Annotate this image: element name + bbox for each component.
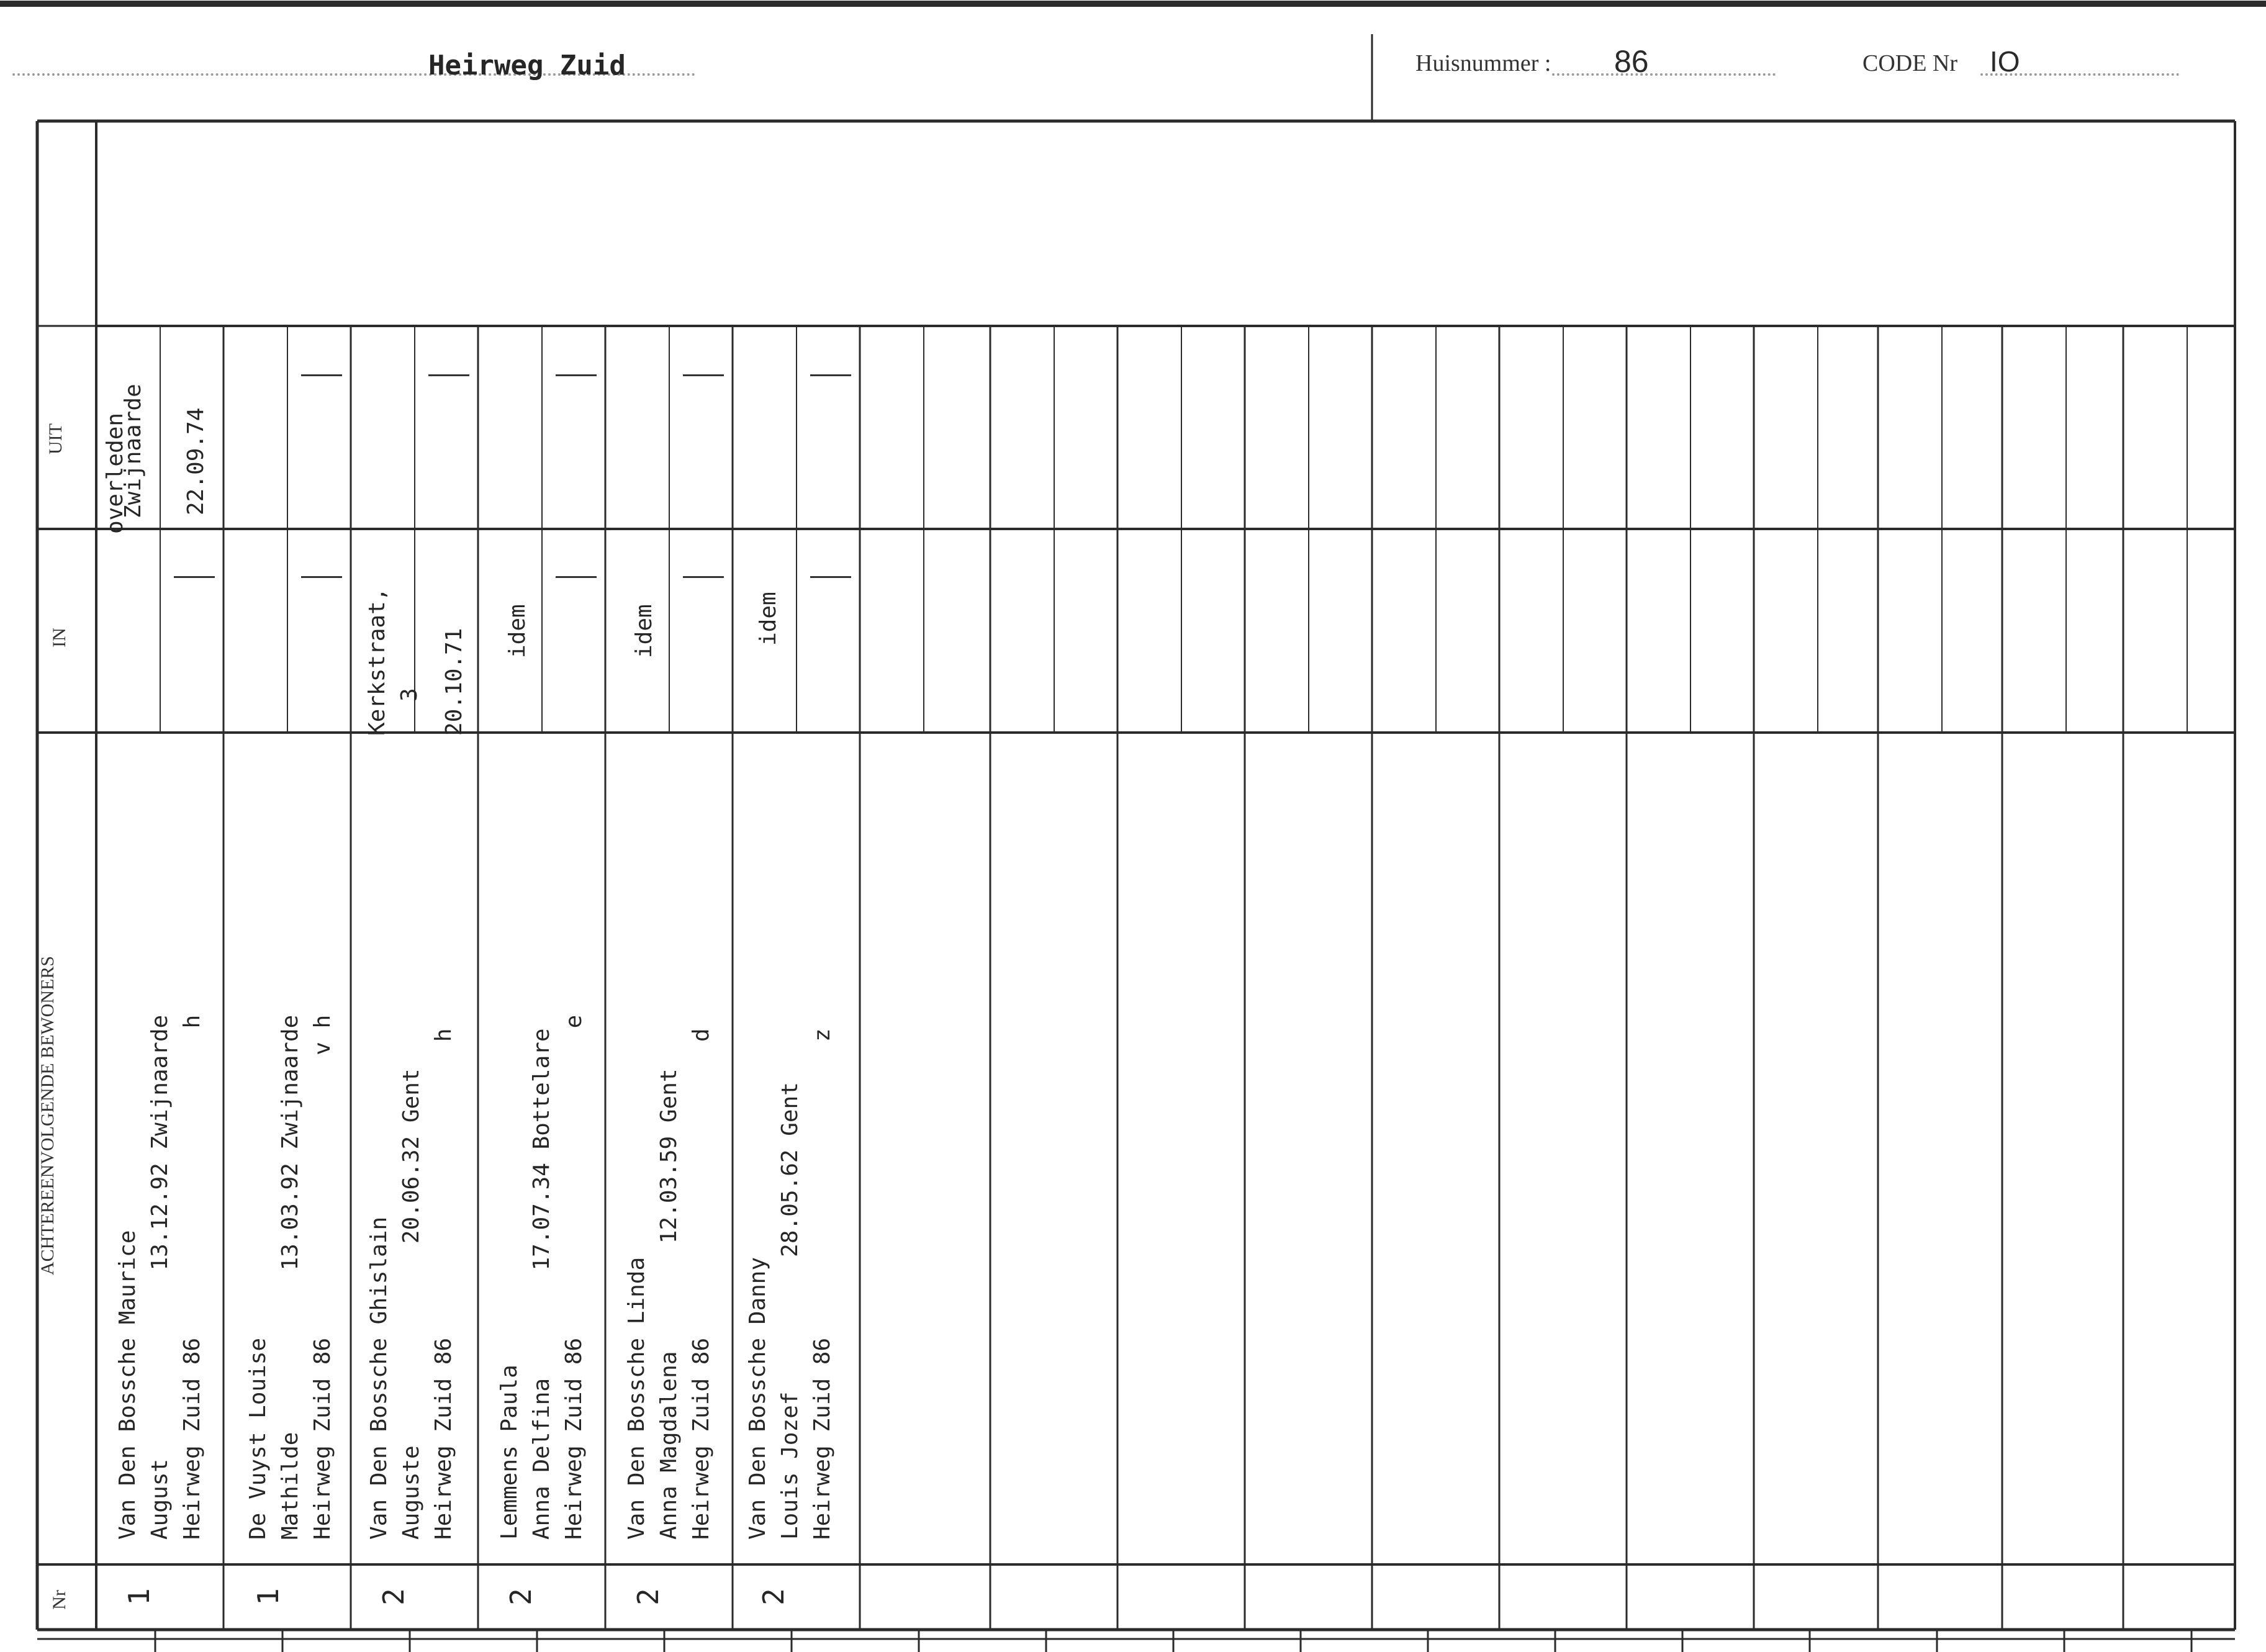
section-label-uit: UIT xyxy=(45,423,66,454)
section-label-nr: Nr xyxy=(48,1590,70,1610)
resident-3-in-date-wrap xyxy=(438,628,471,736)
resident-3-in-place-1: Kerkstraat, xyxy=(364,587,390,736)
resident-1-address: Heirweg Zuid 86 h xyxy=(179,1014,205,1540)
resident-4-entry xyxy=(494,1015,590,1540)
resident-4-nr: 2 xyxy=(503,1588,538,1605)
resident-2-entry xyxy=(242,1015,339,1540)
resident-3-entry xyxy=(363,1028,460,1540)
resident-3-in-place-2-wrap xyxy=(394,688,426,702)
resident-1-nr: 1 xyxy=(122,1588,156,1605)
resident-1-out-date: 22.09.74 xyxy=(183,407,209,515)
resident-5-in-place-1: idem xyxy=(631,604,657,658)
resident-5-in-place xyxy=(628,604,661,658)
resident-1-entry xyxy=(112,1015,209,1540)
resident-2-nr: 1 xyxy=(251,1588,285,1605)
resident-5-name: Van Den Bossche Linda xyxy=(624,1257,649,1540)
code-value: IO xyxy=(1990,45,2020,78)
resident-2-birth: Mathilde 13.03.92 Zwijnaarde xyxy=(278,1014,303,1540)
house-number-label: Huisnummer : xyxy=(1415,50,1551,76)
resident-4-name: Lemmens Paula xyxy=(497,1365,522,1540)
house-number-value: 86 xyxy=(1614,44,1649,79)
section-label-bewoners: ACHTEREENVOLGENDE BEWONERS xyxy=(37,955,58,1276)
section-label-in: IN xyxy=(48,628,70,648)
resident-4-address: Heirweg Zuid 86 e xyxy=(561,1014,587,1540)
resident-1-in-dash xyxy=(174,576,215,578)
resident-6-address: Heirweg Zuid 86 z xyxy=(810,1028,835,1540)
resident-5-nr: 2 xyxy=(631,1588,665,1605)
resident-1-name: Van Den Bossche Maurice xyxy=(115,1230,140,1540)
resident-4-birth: Anna Delfina 17.07.34 Bottelare xyxy=(529,1028,554,1540)
resident-6-birth: Louis Jozef 28.05.62 Gent xyxy=(777,1082,803,1540)
resident-4-in-place xyxy=(502,604,534,658)
code-label: CODE Nr xyxy=(1862,50,1958,76)
resident-1-out-place-1: overleden xyxy=(102,412,128,534)
resident-5-in-dash xyxy=(683,576,724,578)
resident-6-name: Van Den Bossche Danny xyxy=(745,1257,770,1540)
resident-2-address: Heirweg Zuid 86 v h xyxy=(310,1014,335,1540)
resident-3-name: Van Den Bossche Ghislain xyxy=(366,1216,392,1540)
resident-3-nr: 2 xyxy=(376,1588,410,1605)
resident-3-in-place xyxy=(361,588,394,736)
resident-1-out-place-2: Zwijnaarde xyxy=(120,384,146,518)
resident-5-out-dash xyxy=(683,374,724,376)
resident-5-birth: Anna Magdalena 12.03.59 Gent xyxy=(656,1068,682,1540)
street-name: Heirweg Zuid xyxy=(428,50,626,81)
resident-5-address: Heirweg Zuid 86 d xyxy=(688,1028,714,1540)
resident-6-nr: 2 xyxy=(756,1588,790,1605)
resident-1-birth: August 13.12.92 Zwijnaarde xyxy=(147,1014,173,1540)
resident-3-out-dash xyxy=(428,374,469,376)
resident-3-address: Heirweg Zuid 86 h xyxy=(431,1028,456,1540)
resident-5-entry xyxy=(621,1028,718,1540)
resident-2-name: De Vuyst Louise xyxy=(245,1337,271,1540)
resident-1-out-place-2-wrap xyxy=(121,384,146,518)
resident-3-birth: Auguste 20.06.32 Gent xyxy=(399,1068,424,1540)
resident-6-entry xyxy=(742,1028,839,1540)
resident-6-in-place-1: idem xyxy=(756,592,781,646)
resident-3-in-date: 20.10.71 xyxy=(441,628,467,736)
resident-4-out-dash xyxy=(556,374,597,376)
resident-6-in-place xyxy=(752,592,785,646)
resident-4-in-place-1: idem xyxy=(505,604,530,658)
resident-4-in-dash xyxy=(556,576,597,578)
resident-6-in-dash xyxy=(810,576,851,578)
resident-6-out-dash xyxy=(810,374,851,376)
resident-3-in-place-2: 3 xyxy=(397,688,422,702)
resident-2-out-dash xyxy=(301,374,342,376)
resident-1-out-date-wrap xyxy=(180,408,212,515)
resident-2-in-dash xyxy=(301,576,342,578)
